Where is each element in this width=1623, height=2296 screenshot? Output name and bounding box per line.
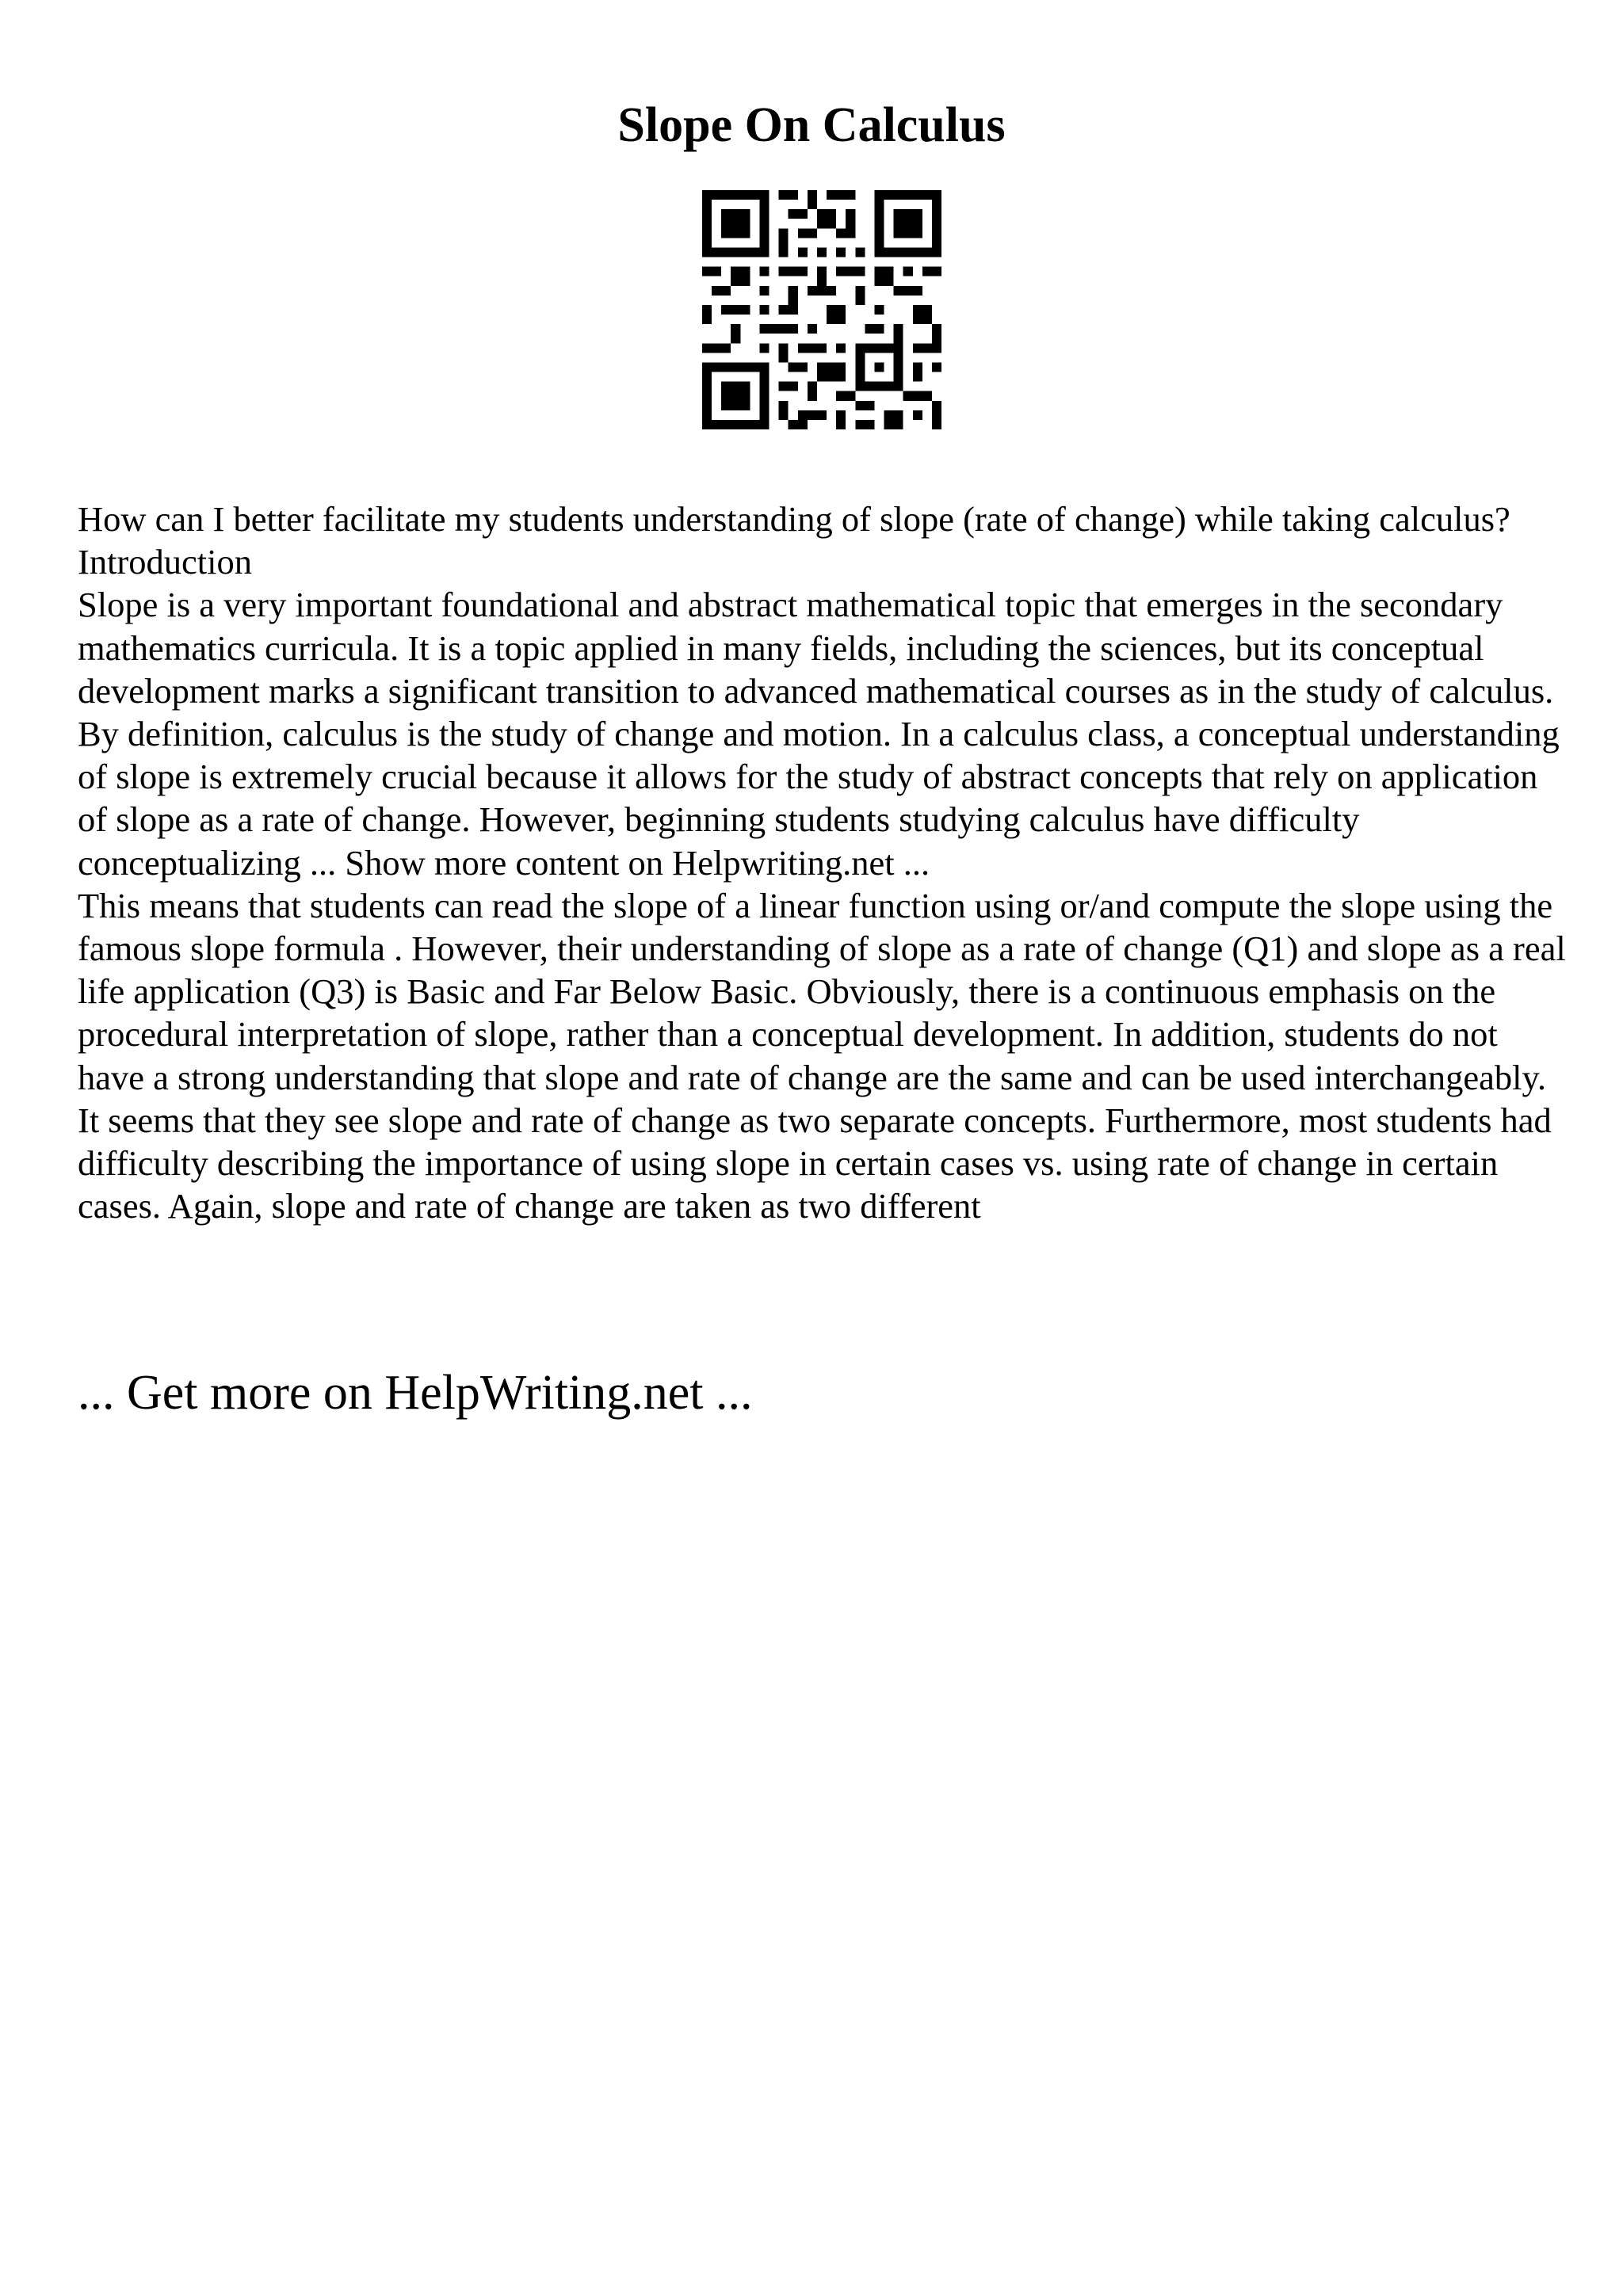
- paragraph-introduction: Slope is a very important foundational and abstract mathematical topic that emerges in the secondary mathematics curricula. It is a topic applied in many fields, including the sciences, but its conceptual development marks a significant transition to advanced mathematical courses as in the study of calculus. By definition, calculus is the study of change and motion. In a calculus class, a conceptual understanding of slope is extremely crucial because it allows for the study of abstract concepts that rely on application of slope as a rate of change. However, beginning students studying calculus have difficulty conceptualizing ... Show more content on Helpwriting.net ...: [78, 585, 1560, 883]
- qr-code-icon[interactable]: [702, 190, 941, 429]
- paragraph-analysis: This means that students can read the slope of a linear function using or/and compute the slope using the famous slope formula . However, their understanding of slope as a rate of change (Q1) and slope as a real life application (Q3) is Basic and Far Below Basic. Obviously, there is a continuous emphasis on the procedural interpretation of slope, rather than a conceptual development. In addition, students do not have a strong understanding that slope and rate of change are the same and can be used interchangeably. It seems that they see slope and rate of change as two separate concepts. Furthermore, most students had difficulty describing the importance of using slope in certain cases vs. using rate of change in certain cases. Again, slope and rate of change are taken as two different: [78, 885, 1566, 1226]
- section-heading: Introduction: [78, 542, 252, 582]
- document-title: Slope On Calculus: [617, 98, 1006, 152]
- document-body: [78, 498, 1568, 1227]
- question-text: How can I better facilitate my students understanding of slope (rate of change) while taking calculus?: [78, 499, 1510, 539]
- get-more-link[interactable]: ... Get more on HelpWriting.net ...: [78, 1366, 753, 1420]
